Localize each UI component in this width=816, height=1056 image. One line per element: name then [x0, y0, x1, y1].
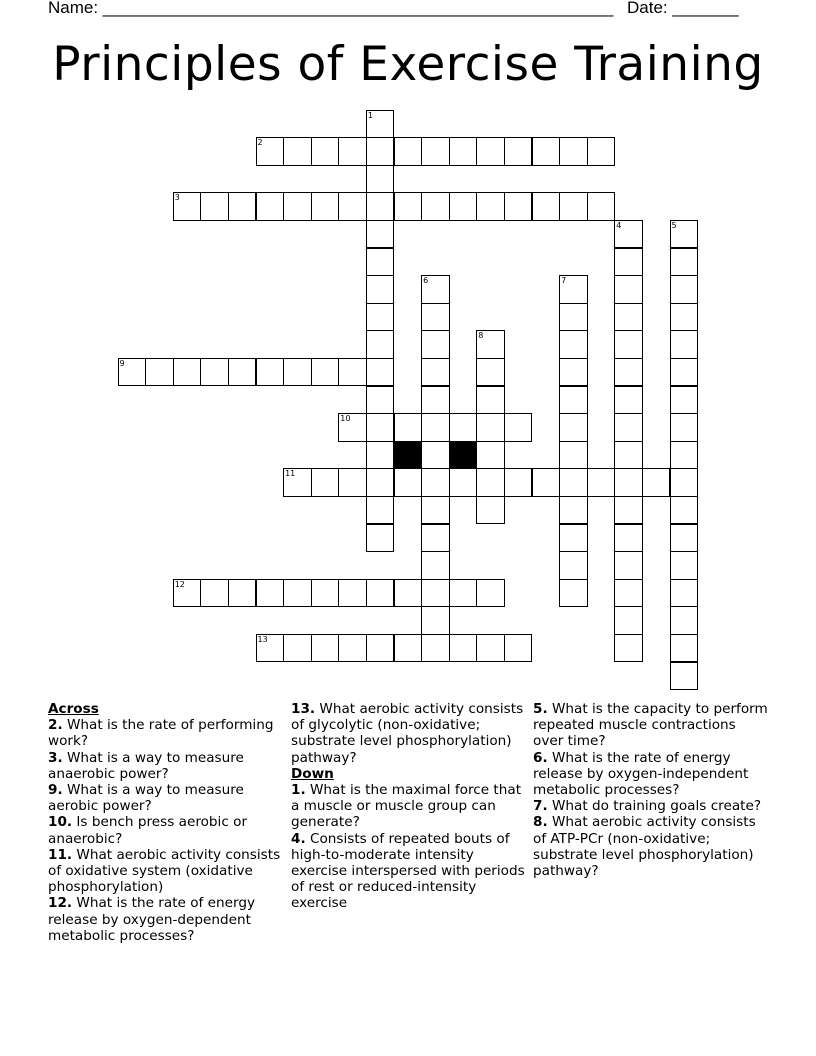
grid-cell[interactable] [614, 386, 643, 415]
grid-cell[interactable] [200, 192, 229, 221]
grid-cell[interactable] [145, 358, 174, 387]
grid-cell[interactable] [614, 441, 643, 470]
grid-cell[interactable] [366, 248, 395, 277]
grid-cell[interactable] [670, 275, 699, 304]
grid-clue-number: 5 [671, 220, 677, 230]
grid-cell[interactable] [559, 386, 588, 415]
grid-cell[interactable] [670, 662, 699, 691]
grid-cell[interactable] [670, 551, 699, 580]
grid-cell[interactable] [366, 358, 395, 387]
clue-number: 12. [48, 895, 73, 912]
grid-cell[interactable] [614, 551, 643, 580]
grid-cell[interactable] [670, 248, 699, 277]
grid-clue-number: 11 [285, 469, 296, 479]
clue-number: 9. [48, 782, 63, 799]
grid-cell[interactable] [366, 524, 395, 553]
grid-clue-number: 4 [616, 220, 622, 230]
grid-cell[interactable] [421, 441, 450, 470]
down-heading: Down [291, 765, 334, 782]
grid-cell[interactable] [670, 468, 699, 497]
grid-cell[interactable] [670, 496, 699, 525]
grid-cell[interactable] [311, 634, 340, 663]
grid-cell[interactable] [559, 303, 588, 332]
clue-text: What aerobic activity consists of ATP-PCr (non-oxidative; substrate level phosphorylation) pathway? [533, 814, 756, 880]
clue-text: Consists of repeated bouts of high-to-moderate intensity exercise interspersed with periods of rest or reduced-intensity exercise [291, 830, 525, 912]
clue-number: 10. [48, 814, 73, 831]
grid-cell[interactable] [283, 137, 312, 166]
clue-across-12 [48, 895, 283, 944]
grid-clue-number: 7 [561, 276, 567, 286]
grid-cell[interactable] [311, 137, 340, 166]
clue-number: 4. [291, 830, 306, 847]
grid-cell[interactable] [504, 468, 533, 497]
grid-clue-number: 12 [174, 579, 185, 589]
grid-cell[interactable] [476, 413, 505, 442]
grid-clue-number: 10 [340, 414, 351, 424]
grid-cell[interactable] [421, 524, 450, 553]
grid-cell[interactable] [532, 192, 561, 221]
grid-cell[interactable] [670, 606, 699, 635]
grid-cell[interactable] [559, 524, 588, 553]
grid-cell[interactable] [476, 496, 505, 525]
grid-cell[interactable] [559, 358, 588, 387]
grid-cell[interactable] [311, 358, 340, 387]
grid-cell[interactable] [614, 248, 643, 277]
grid-cell[interactable] [366, 275, 395, 304]
clue-down-4 [291, 831, 526, 912]
grid-cell[interactable] [311, 468, 340, 497]
grid-cell[interactable] [394, 579, 423, 608]
grid-clue-number: 1 [367, 110, 373, 120]
grid-cell[interactable] [200, 579, 229, 608]
grid-cell[interactable] [614, 275, 643, 304]
grid-cell[interactable] [670, 524, 699, 553]
grid-cell[interactable] [559, 441, 588, 470]
clue-text: What is the rate of energy release by oxygen-dependent metabolic processes? [48, 895, 255, 944]
grid-cell[interactable] [366, 330, 395, 359]
grid-cell[interactable] [559, 468, 588, 497]
grid-cell[interactable] [283, 634, 312, 663]
clue-number: 6. [533, 749, 548, 766]
grid-cell[interactable] [283, 579, 312, 608]
clue-down-8 [533, 814, 768, 879]
clue-number: 11. [48, 846, 73, 863]
grid-cell[interactable] [173, 358, 202, 387]
grid-cell[interactable] [476, 441, 505, 470]
clue-across-10 [48, 814, 283, 846]
clue-text: What do training goals create? [551, 798, 762, 815]
clue-text: What is the capacity to perform repeated muscle contractions over time? [533, 701, 768, 750]
grid-cell[interactable] [338, 137, 367, 166]
grid-cell[interactable] [421, 634, 450, 663]
grid-cell[interactable] [504, 192, 533, 221]
grid-cell[interactable] [338, 468, 367, 497]
grid-cell[interactable] [670, 330, 699, 359]
clue-number: 13. [291, 701, 316, 717]
grid-cell[interactable] [614, 358, 643, 387]
across-heading: Across [48, 701, 99, 717]
grid-cell[interactable] [587, 192, 616, 221]
clue-text: What is a way to measure aerobic power? [48, 782, 244, 815]
clue-across-13 [291, 701, 526, 766]
clue-number: 2. [48, 717, 63, 734]
grid-cell[interactable] [449, 634, 478, 663]
grid-cell[interactable] [256, 358, 285, 387]
grid-cell[interactable] [421, 579, 450, 608]
grid-cell[interactable] [366, 496, 395, 525]
grid-cell[interactable] [532, 468, 561, 497]
clue-text: What is the rate of energy release by oxygen-independent metabolic processes? [533, 749, 749, 799]
grid-clue-number: 3 [174, 193, 180, 203]
grid-cell[interactable] [228, 358, 257, 387]
grid-clue-number: 2 [257, 138, 263, 148]
grid-cell[interactable] [476, 468, 505, 497]
clue-across-3 [48, 750, 283, 782]
grid-cell[interactable] [366, 413, 395, 442]
grid-cell[interactable] [614, 468, 643, 497]
grid-cell[interactable] [559, 579, 588, 608]
grid-cell[interactable] [670, 634, 699, 663]
grid-cell[interactable] [228, 192, 257, 221]
grid-cell[interactable] [338, 579, 367, 608]
grid-cell[interactable] [614, 413, 643, 442]
grid-cell[interactable] [338, 358, 367, 387]
grid-cell[interactable] [449, 137, 478, 166]
clue-down-1 [291, 782, 526, 831]
grid-cell[interactable] [559, 330, 588, 359]
grid-cell[interactable] [670, 441, 699, 470]
grid-cell[interactable] [366, 386, 395, 415]
clues-column-3 [533, 701, 768, 879]
grid-cell[interactable] [476, 192, 505, 221]
clue-number: 3. [48, 749, 63, 766]
page-title: Principles of Exercise Training [52, 37, 764, 92]
clues-column-2 [291, 701, 526, 912]
grid-cell[interactable] [614, 303, 643, 332]
grid-cell[interactable] [394, 468, 423, 497]
grid-cell[interactable] [311, 579, 340, 608]
grid-cell[interactable] [449, 413, 478, 442]
grid-cell[interactable] [421, 468, 450, 497]
grid-cell[interactable] [421, 303, 450, 332]
grid-cell[interactable] [421, 358, 450, 387]
grid-cell[interactable] [476, 579, 505, 608]
grid-cell[interactable] [449, 579, 478, 608]
grid-cell[interactable] [670, 386, 699, 415]
clue-across-2 [48, 717, 283, 749]
grid-cell[interactable] [504, 137, 533, 166]
grid-clue-number: 9 [119, 358, 125, 368]
clue-text: What aerobic activity consists of oxidative system (oxidative phosphorylation) [48, 846, 281, 896]
grid-cell[interactable] [228, 579, 257, 608]
clue-down-6 [533, 750, 768, 799]
grid-cell[interactable] [559, 137, 588, 166]
grid-cell[interactable] [421, 330, 450, 359]
grid-cell[interactable] [587, 137, 616, 166]
grid-cell[interactable] [421, 551, 450, 580]
grid-cell[interactable] [394, 137, 423, 166]
grid-cell[interactable] [670, 303, 699, 332]
grid-cell[interactable] [559, 496, 588, 525]
grid-cell[interactable] [421, 606, 450, 635]
grid-clue-number: 8 [478, 331, 484, 341]
clue-text: What is the rate of performing work? [48, 717, 274, 750]
grid-cell[interactable] [476, 358, 505, 387]
grid-cell[interactable] [449, 192, 478, 221]
grid-cell[interactable] [256, 192, 285, 221]
grid-cell[interactable] [366, 165, 395, 194]
grid-cell[interactable] [476, 386, 505, 415]
grid-cell[interactable] [614, 496, 643, 525]
grid-cell[interactable] [476, 137, 505, 166]
grid-cell[interactable] [256, 579, 285, 608]
grid-cell[interactable] [587, 468, 616, 497]
grid-cell[interactable] [504, 413, 533, 442]
grid-cell[interactable] [421, 413, 450, 442]
clue-down-7 [533, 798, 768, 814]
grid-cell[interactable] [670, 358, 699, 387]
grid-clue-number: 13 [257, 634, 268, 644]
grid-cell[interactable] [670, 413, 699, 442]
grid-cell[interactable] [283, 192, 312, 221]
clue-text: What aerobic activity consists of glycolytic (non-oxidative; substrate level phosphorylation) pathway? [291, 701, 524, 766]
grid-cell[interactable] [559, 413, 588, 442]
grid-cell[interactable] [338, 192, 367, 221]
grid-cell[interactable] [394, 634, 423, 663]
grid-cell[interactable] [366, 303, 395, 332]
grid-cell[interactable] [366, 634, 395, 663]
clue-across-11 [48, 847, 283, 896]
grid-cell[interactable] [338, 634, 367, 663]
grid-cell[interactable] [614, 524, 643, 553]
grid-cell[interactable] [366, 137, 395, 166]
grid-cell[interactable] [614, 579, 643, 608]
clue-text: Is bench press aerobic or anaerobic? [48, 814, 248, 847]
grid-cell[interactable] [366, 192, 395, 221]
grid-cell[interactable] [311, 192, 340, 221]
clue-down-5 [533, 701, 768, 750]
blocked-cell [449, 441, 478, 470]
date-field[interactable]: Date: _______ [627, 0, 739, 17]
grid-cell[interactable] [421, 192, 450, 221]
grid-cell[interactable] [614, 634, 643, 663]
clue-across-9 [48, 782, 283, 814]
clue-number: 5. [533, 701, 548, 717]
grid-cell[interactable] [559, 192, 588, 221]
grid-cell[interactable] [421, 496, 450, 525]
grid-cell[interactable] [614, 330, 643, 359]
grid-cell[interactable] [532, 137, 561, 166]
grid-cell[interactable] [283, 358, 312, 387]
grid-cell[interactable] [394, 413, 423, 442]
name-field[interactable]: Name: ______________________________________________________ [48, 0, 614, 17]
clue-text: What is the maximal force that a muscle or muscle group can generate? [291, 782, 522, 831]
grid-cell[interactable] [366, 441, 395, 470]
grid-cell[interactable] [366, 579, 395, 608]
grid-cell[interactable] [476, 634, 505, 663]
grid-cell[interactable] [394, 192, 423, 221]
grid-clue-number: 6 [423, 276, 429, 286]
grid-cell[interactable] [200, 358, 229, 387]
grid-cell[interactable] [366, 220, 395, 249]
grid-cell[interactable] [421, 137, 450, 166]
grid-cell[interactable] [449, 468, 478, 497]
blocked-cell [394, 441, 423, 470]
clue-text: What is a way to measure anaerobic power? [48, 749, 244, 782]
grid-cell[interactable] [670, 579, 699, 608]
clue-number: 7. [533, 798, 548, 815]
grid-cell[interactable] [504, 634, 533, 663]
grid-cell[interactable] [366, 468, 395, 497]
grid-cell[interactable] [642, 468, 671, 497]
clue-number: 8. [533, 814, 548, 831]
grid-cell[interactable] [614, 606, 643, 635]
grid-cell[interactable] [559, 551, 588, 580]
clues-column-1 [48, 701, 283, 944]
clue-number: 1. [291, 782, 306, 799]
grid-cell[interactable] [421, 386, 450, 415]
